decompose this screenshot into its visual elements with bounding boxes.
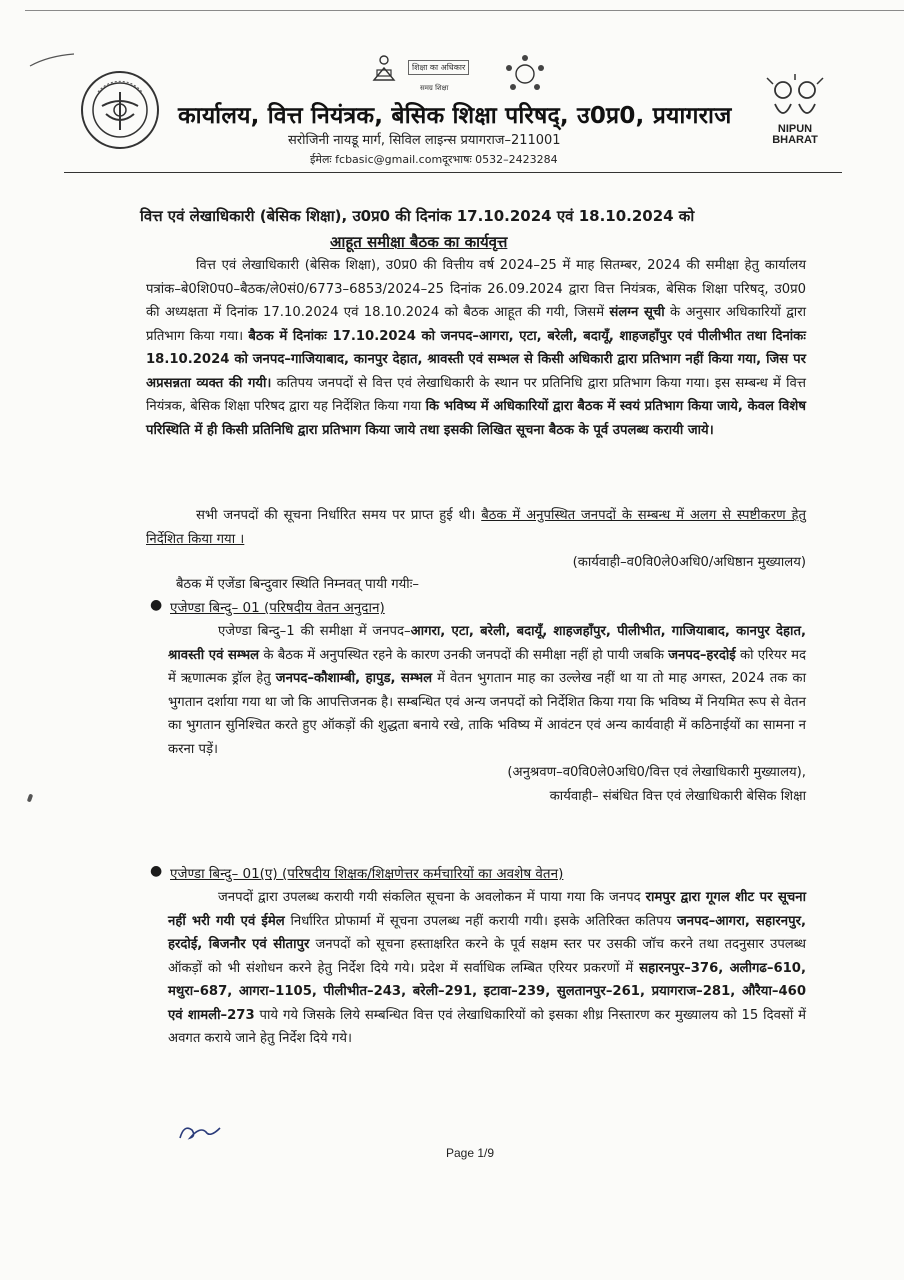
minutes-subtitle: आहूत समीक्षा बैठक का कार्यवृत्त	[330, 233, 508, 251]
signature-initials-icon	[176, 1120, 226, 1144]
agenda-intro: बैठक में एजेंडा बिन्दुवार स्थिति निम्नवत् पायी गयीः–	[176, 577, 419, 592]
agenda-1-action-a: (अनुश्रवण–व0वि0ले0अधि0/वित्त एवं लेखाधिकारी मुख्यालय),	[507, 765, 806, 780]
action-line-1: (कार्यवाही–व0वि0ले0अधि0/अधिष्ठान मुख्यालय)	[572, 555, 806, 570]
office-address: सरोजिनी नायडू मार्ग, सिविल लाइन्स प्रयागराज–211001	[288, 133, 561, 148]
children-figures-icon	[755, 72, 835, 124]
agenda-1-heading: एजेण्डा बिन्दु– 01 (परिषदीय वेतन अनुदान)	[170, 600, 385, 616]
agenda-1-action-b: कार्यवाही– संबंधित वित्त एवं लेखाधिकारी बेसिक शिक्षा	[549, 788, 806, 804]
office-contact: ईमेलः fcbasic@gmail.comदूरभाषः 0532–2423284	[310, 153, 558, 166]
ink-mark	[27, 794, 33, 803]
samagra-shiksha-emblem-icon	[503, 54, 547, 94]
bullet-icon: ●	[150, 597, 163, 613]
pen-mark-icon	[28, 50, 78, 70]
intro-paragraph-2: सभी जनपदों की सूचना निर्धारित समय पर प्राप्त हुई थी। बैठक में अनुपस्थित जनपदों के सम्बन्ध में अलग से स्पष्टीकरण हेतु निर्देशित किया गया । (कार्यवाही–व0वि0ले0अधि0/अधिष्ठान मुख्यालय)	[146, 504, 806, 575]
header-divider	[64, 172, 842, 173]
page-number: Page 1/9	[446, 1146, 495, 1160]
top-border-line	[25, 10, 904, 11]
nipun-label: NIPUN BHARAT	[772, 123, 818, 146]
shiksha-logo-group	[368, 52, 558, 98]
office-title: कार्यालय, वित्त नियंत्रक, बेसिक शिक्षा परिषद्, उ0प्र0, प्रयागराज	[178, 103, 732, 129]
intro-paragraph: वित्त एवं लेखाधिकारी (बेसिक शिक्षा), उ0प्र0 की वित्तीय वर्ष 2024–25 में माह सितम्बर, 2024 की समीक्षा हेतु कार्यालय पत्रांक–बे0शि0प0–बैठक/ले0सं0/6773–6853/2024–25 दिनांक 26.09.2024 द्वारा वित्त नियंत्रक, बेसिक शिक्षा परिषद्, उ0प्र0 की अध्यक्षता में दिनांक 17.10.2024 एवं 18.10.2024 को बैठक आहूत की गयी, जिसमें संलग्न सूची के अनुसार अधिकारियों द्वारा प्रतिभाग किया गया। बैठक में दिनांकः 17.10.2024 को जनपद–आगरा, एटा, बरेली, बदायूँ, शाहजहाँपुर एवं पीलीभीत तथा दिनांकः 18.10.2024 को जनपद–गाजियाबाद, कानपुर देहात, श्रावस्ती एवं सम्भल से किसी अधिकारी द्वारा प्रतिभाग नहीं किया गया, जिस पर अप्रसन्नता व्यक्त की गयी। कतिपय जनपदों से वित्त एवं लेखाधिकारी के स्थान पर प्रतिनिधि द्वारा प्रतिभाग किया गया। इस सम्बन्ध में वित्त नियंत्रक, बेसिक शिक्षा परिषद द्वारा यह निर्देशित किया गया कि भविष्य में अधिकारियों द्वारा बैठक में स्वयं प्रतिभाग किया जाये, केवल विशेष परिस्थिति में ही किसी प्रतिनिधि द्वारा प्रतिभाग किया जाये तथा इसकी लिखित सूचना बैठक के पूर्व उपलब्ध करायी जाये।	[146, 258, 807, 438]
minutes-title: वित्त एवं लेखाधिकारी (बेसिक शिक्षा), उ0प्र0 की दिनांक 17.10.2024 एवं 18.10.2024 को	[140, 207, 695, 225]
agenda-1a-paragraph: जनपदों द्वारा उपलब्ध करायी गयी संकलित सूचना के अवलोकन में पाया गया कि जनपद रामपुर द्वारा गूगल शीट पर सूचना नहीं भरी गयी एवं ईमेल निर्धारित प्रोफार्मा में सूचना उपलब्ध नहीं करायी गयी। इसके अतिरिक्त कतिपय जनपद–आगरा, सहारनपुर, हरदोई, बिजनौर एवं सीतापुर जनपदों को सूचना हस्ताक्षरित करने के पूर्व सक्षम स्तर पर उसकी जॉच करने तथा तदनुसार उपलब्ध ऑकड़ों को भी संशोधन करने हेतु निर्देश दिये गये। प्रदेश में सर्वाधिक लम्बित एरियर प्रकरणों में सहारनपुर–376, अलीगढ–610, मथुरा–687, आगरा–1105, पीलीभीत–243, बरेली–291, इटावा–239, सुलतानपुर–261, प्रयागराज–281, औरैया–460 एवं शामली–273 पाये गये जिसके लिये सम्बन्धित वित्त एवं लेखाधिकारियों को इसका शीध्र निस्तारण कर मुख्यालय को 15 दिवसों में अवगत कराये जाने हेतु निर्देश दिये गये।	[168, 890, 806, 1046]
nipun-bharat-logo	[755, 72, 835, 156]
child-reading-icon	[368, 54, 400, 84]
shiksha-adhikar-label: शिक्षा का अधिकार	[408, 60, 469, 75]
samagra-shiksha-label: समग्र शिक्षा	[420, 84, 449, 92]
bullet-icon: ●	[150, 863, 163, 879]
agenda-1-paragraph: एजेण्डा बिन्दु–1 की समीक्षा में जनपद–आगरा, एटा, बरेली, बदायूँ, शाहजहाँपुर, पीलीभीत, गाजियाबाद, कानपुर देहात, श्रावस्ती एवं सम्भल के बैठक में अनुपस्थित रहने के कारण उनकी जनपदों की समीक्षा नहीं हो पायी जबकि जनपद–हरदोई को एरियर मद में ऋणात्मक ड्रॉल हेतु जनपद–कौशाम्बी, हापुड, सम्भल में वेतन भुगतान माह का उल्लेख नहीं था या तो माह अगस्त, 2024 तक का भुगतान दर्शाया गया था जो कि आपत्तिजनक है। सम्बन्धित एवं अन्य जनपदों को निर्देशित किया गया कि भविष्य में नियमित रूप से वेतन का भुगतान सुनिश्चित करते हुए ऑकड़ों की शुद्धता बनाये रखे, ताकि भविष्य में आवंटन एवं अन्य कार्यवाही में कठिनाईयों का सामना न करना पड़ें। (अनुश्रवण–व0वि0ले0अधि0/वित्त एवं लेखाधिकारी मुख्यालय), कार्यवाही– संबंधित वित्त एवं लेखाधिकारी बेसिक शिक्षा	[168, 620, 806, 808]
agenda-1a-heading: एजेण्डा बिन्दु– 01(ए) (परिषदीय शिक्षक/शिक्षणेत्तर कर्मचारियों का अवशेष वेतन)	[170, 866, 564, 882]
up-government-seal-icon	[80, 70, 160, 150]
